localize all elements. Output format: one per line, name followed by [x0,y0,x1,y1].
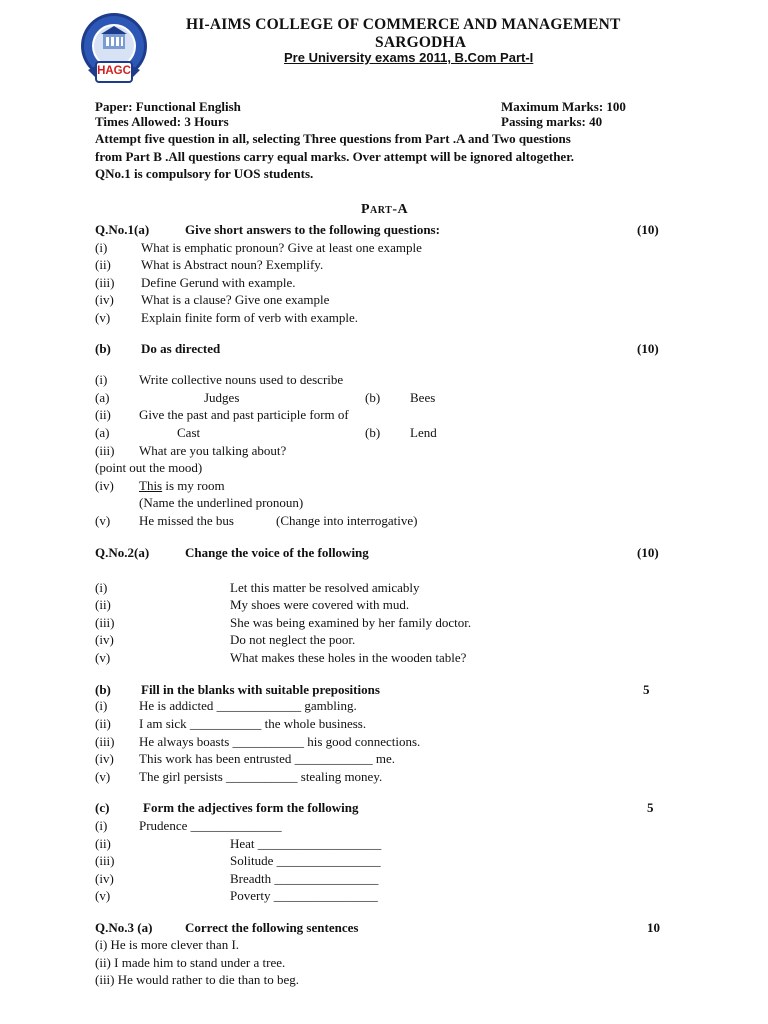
q1a-item-text: Define Gerund with example. [141,275,296,290]
q2b-item-text: I am sick ___________ the whole business. [139,716,367,731]
q2b-item-num: (ii) [95,716,111,731]
instructions-line-1: Attempt five question in all, selecting Three questions from Part .A and Two questions [95,131,571,146]
time-allowed: Times Allowed: 3 Hours [95,114,229,129]
q1b-b1-text: Bees [410,390,436,405]
college-name: HI-AIMS COLLEGE OF COMMERCE AND MANAGEMENT [186,16,621,33]
q1b-b2-text: Lend [410,425,437,440]
q1b-a1-num: (a) [95,390,110,405]
q2c-item-num: (v) [95,888,111,903]
q2b-title: Fill in the blanks with suitable prepositions [141,682,380,697]
q1a-item-num: (i) [95,240,108,255]
q2a-title: Change the voice of the following [185,545,369,560]
q1b-v-text: He missed the bus [139,513,234,528]
q2b-item-text: He always boasts ___________ his good connections. [139,734,421,749]
q3a-item: (iii) He would rather to die than to beg. [95,972,299,987]
q1b-v-note: (Change into interrogative) [276,513,418,528]
q2b-item-text: He is addicted _____________ gambling. [139,698,357,713]
q2a-label: Q.No.2(a) [95,545,150,560]
paper-name: Paper: Functional English [95,99,241,114]
q1a-marks: (10) [637,222,659,237]
q1b-v-num: (v) [95,513,111,528]
q1b-title: Do as directed [141,341,221,356]
q2c-item-text: Solitude ________________ [230,853,381,868]
q1b-iii-note: (point out the mood) [95,460,203,475]
underlined-pronoun: This [139,478,163,493]
q1a-item-num: (v) [95,310,111,325]
logo-monogram: HAGC [97,65,131,77]
q1b-i-num: (i) [95,372,108,387]
q1b-iv-num: (iv) [95,478,114,493]
q2c-item-text: Heat ___________________ [230,836,382,851]
q2b-item-num: (i) [95,698,108,713]
q1b-b1-num: (b) [365,390,381,405]
q1b-ii-num: (ii) [95,407,111,422]
q2a-item-text: Do not neglect the poor. [230,632,356,647]
q1a-item-text: What is Abstract noun? Exemplify. [141,257,324,272]
max-marks: Maximum Marks: 100 [501,99,626,114]
q1b-iii-text: What are you talking about? [139,443,287,458]
q1b-iii-num: (iii) [95,443,115,458]
q3a-marks: 10 [647,920,660,935]
q1b-iv-note: (Name the underlined pronoun) [139,495,304,510]
q2c-item-text: Breadth ________________ [230,871,379,886]
q2a-item-text: She was being examined by her family doctor. [230,615,472,630]
q2a-item-text: What makes these holes in the wooden table? [230,650,467,665]
q1b-iv-rest: is my room [162,478,225,493]
q2b-item-text: The girl persists ___________ stealing money. [139,769,383,784]
q2c-item-num: (ii) [95,836,111,851]
instructions-line-2: from Part B .All questions carry equal marks. Over attempt will be ignored altogether. [95,149,575,164]
q3a-item: (ii) I made him to stand under a tree. [95,955,286,970]
passing-marks: Passing marks: 40 [501,114,603,129]
q2b-item-num: (iv) [95,751,114,766]
q3a-item: (i) He is more clever than I. [95,937,240,952]
q1a-item-text: What is emphatic pronoun? Give at least one example [141,240,422,255]
instructions-line-3: QNo.1 is compulsory for UOS students. [95,166,314,181]
q1b-b2-num: (b) [365,425,381,440]
q2a-item-num: (iv) [95,632,114,647]
q2a-item-num: (ii) [95,597,111,612]
q1b-a2-num: (a) [95,425,110,440]
logo-seal-icon [78,8,150,92]
q2a-marks: (10) [637,545,659,560]
q1b-iv-text [139,478,225,494]
q1a-item-num: (ii) [95,257,111,272]
q2a-item-num: (v) [95,650,111,665]
q2c-item-num: (iii) [95,853,115,868]
q1b-marks: (10) [637,341,659,356]
q2b-item-num: (iii) [95,734,115,749]
q3a-title: Correct the following sentences [185,920,359,935]
q2a-item-text: Let this matter be resolved amicably [230,580,420,595]
q2b-item-num: (v) [95,769,111,784]
q1b-a2-text: Cast [177,425,201,440]
q1a-item-text: What is a clause? Give one example [141,292,330,307]
q2b-marks: 5 [643,682,650,697]
q3a-label: Q.No.3 (a) [95,920,153,935]
q2b-label: (b) [95,682,111,697]
q1b-a1-text: Judges [204,390,240,405]
q2c-item-num: (iv) [95,871,114,886]
q2b-item-text: This work has been entrusted ____________ me. [139,751,395,766]
q2c-item-text: Poverty ________________ [230,888,378,903]
q1b-label: (b) [95,341,111,356]
q1a-item-text: Explain finite form of verb with example. [141,310,358,325]
q1a-item-num: (iii) [95,275,115,290]
q1a-title: Give short answers to the following questions: [185,222,440,237]
q1a-label: Q.No.1(a) [95,222,150,237]
part-heading: Part-A [361,202,409,217]
q2a-item-num: (iii) [95,615,115,630]
q1a-item-num: (iv) [95,292,114,307]
exam-title: Pre University exams 2011, B.Com Part-I [284,50,534,65]
q2a-item-num: (i) [95,580,108,595]
q1b-i-text: Write collective nouns used to describe [139,372,344,387]
q2c-title: Form the adjectives form the following [143,800,359,815]
q2c-label: (c) [95,800,110,815]
q2c-item-num: (i) [95,818,108,833]
q2c-marks: 5 [647,800,654,815]
q1b-ii-text: Give the past and past participle form of [139,407,349,422]
college-city: SARGODHA [375,34,467,51]
q2c-item-text: Prudence ______________ [139,818,282,833]
q2a-item-text: My shoes were covered with mud. [230,597,410,612]
college-logo [78,8,150,92]
